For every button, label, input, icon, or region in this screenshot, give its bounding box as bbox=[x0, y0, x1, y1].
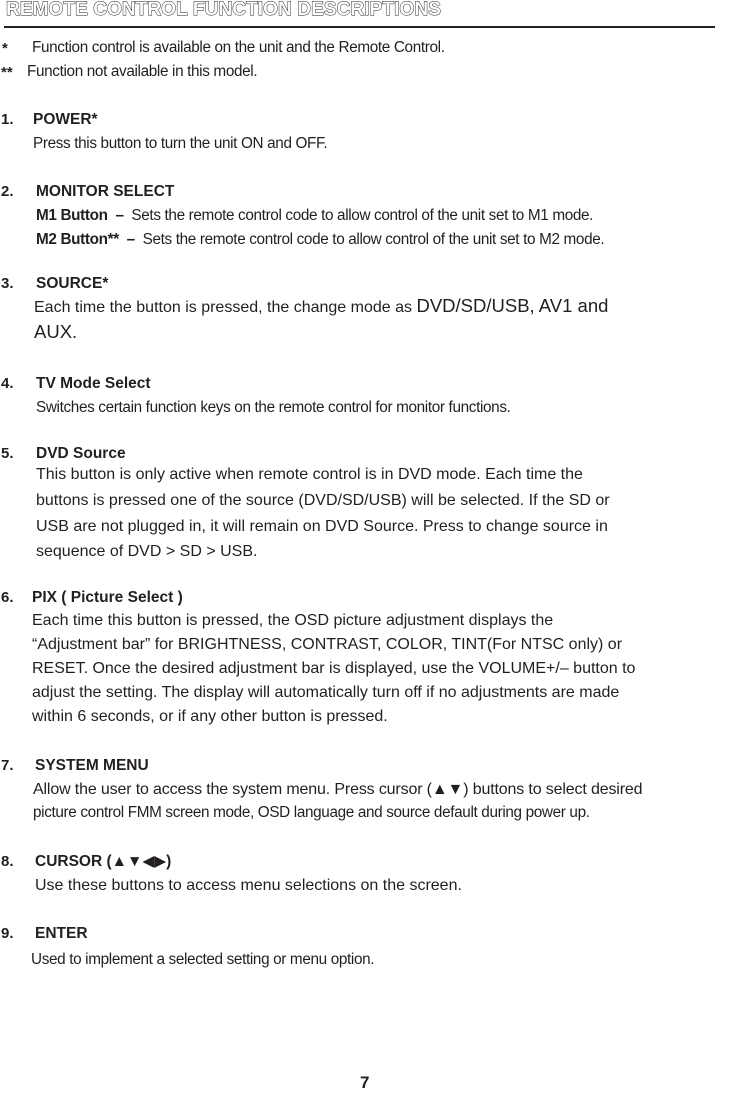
item-4-number: 4. bbox=[1, 375, 14, 392]
item-9-line-1: Used to implement a selected setting or menu option. bbox=[31, 951, 375, 968]
item-5-number: 5. bbox=[1, 445, 14, 462]
m2-button-row bbox=[36, 230, 604, 250]
item-5-line-2: buttons is pressed one of the source (DVD/SD/USB) will be selected. If the SD or bbox=[36, 492, 610, 509]
m2-description: Sets the remote control code to allow control of the unit set to M2 mode. bbox=[142, 231, 605, 248]
item-6-line-3: RESET. Once the desired adjustment bar is displayed, use the VOLUME+/– button to bbox=[32, 660, 636, 677]
item-7-heading: SYSTEM MENU bbox=[35, 757, 149, 774]
m1-description: Sets the remote control code to allow control of the unit set to M1 mode. bbox=[131, 207, 594, 224]
item-9-number: 9. bbox=[1, 925, 14, 942]
item-9-heading: ENTER bbox=[35, 925, 88, 942]
item-6-line-5: within 6 seconds, or if any other button is pressed. bbox=[32, 708, 388, 725]
item-3-heading: SOURCE* bbox=[36, 275, 109, 292]
item-6-line-4: adjust the setting. The display will automatically turn off if no adjustments are made bbox=[32, 684, 620, 701]
item-1-line-1: Press this button to turn the unit ON and OFF. bbox=[33, 135, 328, 152]
item-3-line-1-text: Each time the button is pressed, the change mode as bbox=[34, 299, 417, 316]
item-4-line-1: Switches certain function keys on the remote control for monitor functions. bbox=[36, 399, 511, 416]
page-title: REMOTE CONTROL FUNCTION DESCRIPTIONS bbox=[6, 0, 441, 20]
item-5-line-3: USB are not plugged in, it will remain on DVD Source. Press to change source in bbox=[36, 518, 608, 535]
item-6-number: 6. bbox=[1, 589, 14, 606]
m1-button-label: M1 Button bbox=[36, 207, 108, 224]
item-5-line-4: sequence of DVD > SD > USB. bbox=[36, 543, 258, 560]
item-2-number: 2. bbox=[1, 183, 14, 200]
note-text-1: Function control is available on the unit and the Remote Control. bbox=[32, 39, 445, 56]
m1-button-row bbox=[36, 206, 593, 226]
item-2-heading: MONITOR SELECT bbox=[36, 183, 175, 200]
note-text-2: Function not available in this model. bbox=[27, 63, 258, 80]
item-6-line-1: Each time this button is pressed, the OSD picture adjustment displays the bbox=[32, 612, 554, 629]
item-8-heading: CURSOR (▲▼◀▶) bbox=[35, 853, 172, 870]
item-8-number: 8. bbox=[1, 853, 14, 870]
item-1-heading: POWER* bbox=[33, 111, 98, 128]
m2-button-label: M2 Button** bbox=[36, 231, 119, 248]
item-4-heading: TV Mode Select bbox=[36, 375, 151, 392]
item-5-heading: DVD Source bbox=[36, 445, 126, 462]
item-6-line-2: “Adjustment bar” for BRIGHTNESS, CONTRAST, COLOR, TINT(For NTSC only) or bbox=[32, 636, 623, 653]
title-rule bbox=[4, 26, 715, 28]
item-7-number: 7. bbox=[1, 757, 14, 774]
page-number: 7 bbox=[360, 1073, 370, 1092]
item-3-line-1 bbox=[34, 296, 608, 318]
item-3-line-2: AUX. bbox=[34, 321, 78, 342]
item-6-heading: PIX ( Picture Select ) bbox=[32, 589, 183, 606]
note-marker-1: * bbox=[2, 40, 8, 57]
note-marker-2: ** bbox=[1, 64, 13, 81]
item-8-line-1: Use these buttons to access menu selections on the screen. bbox=[35, 877, 462, 894]
item-1-number: 1. bbox=[1, 111, 14, 128]
item-7-line-2: picture control FMM screen mode, OSD language and source default during power up. bbox=[33, 804, 590, 821]
item-7-line-1: Allow the user to access the system menu. Press cursor (▲▼) buttons to select desired bbox=[33, 781, 643, 798]
m2-dash: – bbox=[126, 231, 135, 248]
m1-dash: – bbox=[115, 207, 124, 224]
item-3-number: 3. bbox=[1, 275, 14, 292]
item-3-line-1-modes: DVD/SD/USB, AV1 and bbox=[416, 295, 609, 316]
item-5-line-1: This button is only active when remote control is in DVD mode. Each time the bbox=[36, 466, 583, 483]
